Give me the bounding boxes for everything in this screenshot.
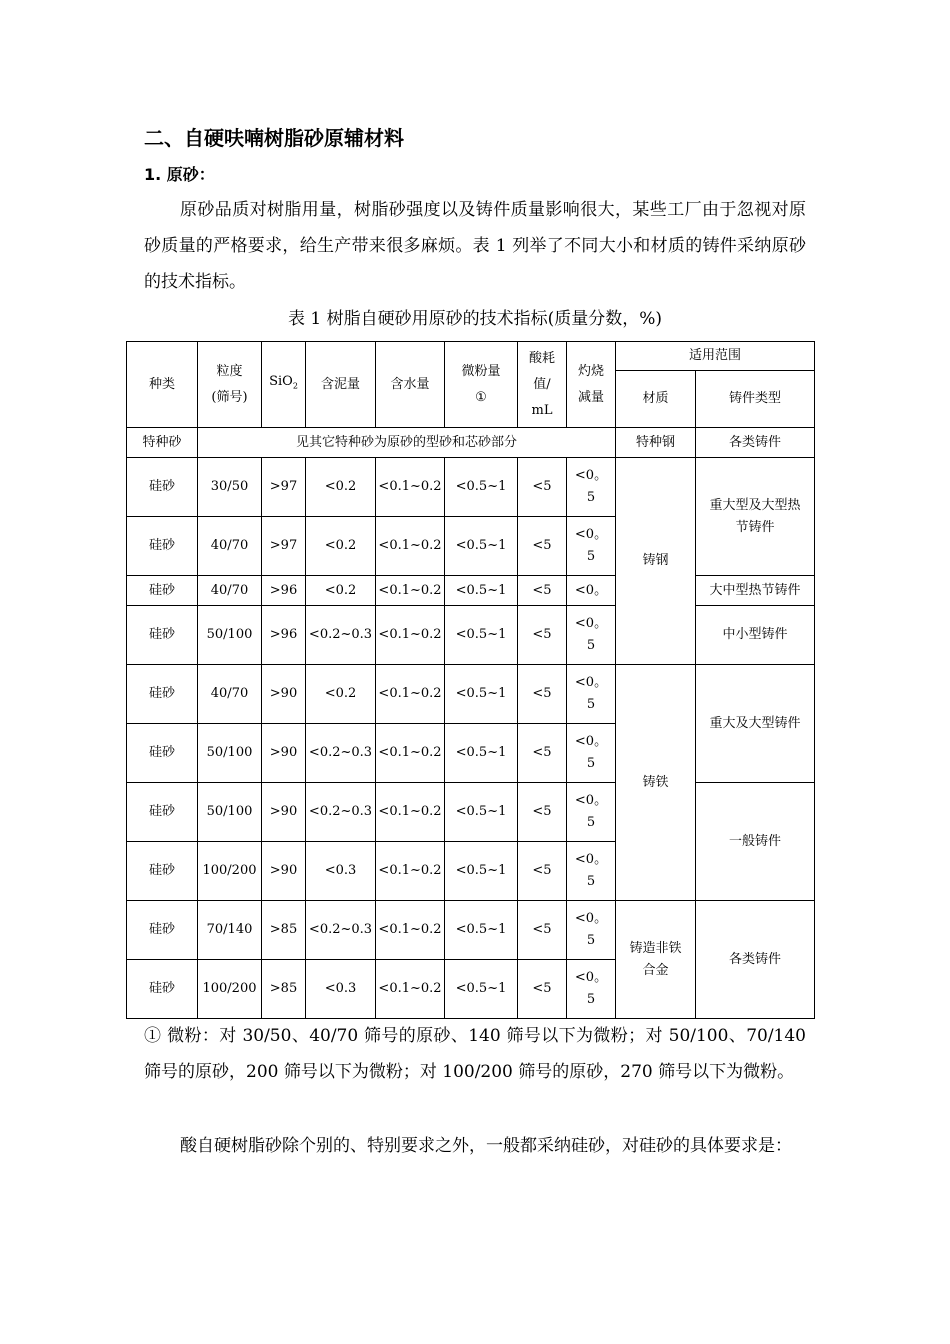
cell-acid: <5 <box>518 842 567 901</box>
table-row <box>127 458 815 517</box>
special-kind: 特种砂 <box>127 428 198 458</box>
cell-kind: 硅砂 <box>127 606 198 665</box>
table-caption: 表 1 树脂自硬砂用原砂的技术指标(质量分数，%) <box>287 309 663 329</box>
cell-water: <0.1~0.2 <box>376 960 445 1019</box>
cell-sio2: >90 <box>262 724 306 783</box>
table-row <box>127 576 815 606</box>
header-material: 材质 <box>616 371 696 428</box>
cell-kind: 硅砂 <box>127 783 198 842</box>
cell-sio2: >97 <box>262 458 306 517</box>
cell-acid: <5 <box>518 665 567 724</box>
table-row <box>127 783 815 842</box>
cell-grain: 100/200 <box>198 960 262 1019</box>
header-kind: 种类 <box>127 342 198 428</box>
header-casting-type: 铸件类型 <box>696 371 815 428</box>
cell-mud: <0.3 <box>306 842 376 901</box>
cell-sio2: >96 <box>262 606 306 665</box>
cell-mud: <0.2~0.3 <box>306 783 376 842</box>
cell-acid: <5 <box>518 783 567 842</box>
cell-mud: <0.2 <box>306 517 376 576</box>
cell-grain: 50/100 <box>198 724 262 783</box>
cell-grain: 50/100 <box>198 783 262 842</box>
table-row <box>127 901 815 960</box>
cell-water: <0.1~0.2 <box>376 724 445 783</box>
cell-water: <0.1~0.2 <box>376 576 445 606</box>
cell-loi: <0。 5 <box>567 901 616 960</box>
header-sio2: SiO$_2$ <box>262 342 306 428</box>
cell-sio2: >90 <box>262 665 306 724</box>
cell-grain: 50/100 <box>198 606 262 665</box>
cell-loi: <0。 <box>567 576 616 606</box>
subsection-heading: 1. 原砂： <box>144 165 215 184</box>
casting-all: 各类铸件 <box>696 901 815 1019</box>
cell-kind: 硅砂 <box>127 517 198 576</box>
cell-loi: <0。 5 <box>567 960 616 1019</box>
cell-loi: <0。 5 <box>567 842 616 901</box>
cell-mud: <0.2~0.3 <box>306 606 376 665</box>
special-note: 见其它特种砂为原砂的型砂和芯砂部分 <box>198 428 616 458</box>
header-mud: 含泥量 <box>306 342 376 428</box>
cell-sio2: >85 <box>262 960 306 1019</box>
header-loi: 灼烧 减量 <box>567 342 616 428</box>
cell-water: <0.1~0.2 <box>376 517 445 576</box>
cell-mud: <0.2 <box>306 665 376 724</box>
cell-loi: <0。 5 <box>567 724 616 783</box>
cell-fines: <0.5~1 <box>445 665 518 724</box>
cell-kind: 硅砂 <box>127 960 198 1019</box>
cell-sio2: >96 <box>262 576 306 606</box>
intro-paragraph: 原砂品质对树脂用量，树脂砂强度以及铸件质量影响很大，某些工厂由于忽视对原砂质量的严格要求，给生产带来很多麻烦。表 1 列举了不同大小和材质的铸件采纳原砂的技术指标。 <box>144 200 806 292</box>
cell-grain: 40/70 <box>198 576 262 606</box>
cell-fines: <0.5~1 <box>445 901 518 960</box>
cell-grain: 40/70 <box>198 665 262 724</box>
cell-loi: <0。 5 <box>567 517 616 576</box>
cell-mud: <0.3 <box>306 960 376 1019</box>
cell-fines: <0.5~1 <box>445 960 518 1019</box>
cell-water: <0.1~0.2 <box>376 901 445 960</box>
cell-fines: <0.5~1 <box>445 724 518 783</box>
table-row <box>127 606 815 665</box>
cell-loi: <0。 5 <box>567 665 616 724</box>
cell-water: <0.1~0.2 <box>376 842 445 901</box>
special-material: 特种钢 <box>616 428 696 458</box>
cell-sio2: >90 <box>262 783 306 842</box>
cell-kind: 硅砂 <box>127 901 198 960</box>
cell-mud: <0.2~0.3 <box>306 724 376 783</box>
material-iron: 铸铁 <box>616 665 696 901</box>
cell-kind: 硅砂 <box>127 665 198 724</box>
cell-kind: 硅砂 <box>127 458 198 517</box>
cell-fines: <0.5~1 <box>445 458 518 517</box>
cell-loi: <0。 5 <box>567 606 616 665</box>
cell-acid: <5 <box>518 458 567 517</box>
header-grain: 粒度 (筛号) <box>198 342 262 428</box>
closing-paragraph: 酸自硬树脂砂除个别的、特别要求之外，一般都采纳硅砂，对硅砂的具体要求是： <box>180 1136 792 1156</box>
cell-acid: <5 <box>518 960 567 1019</box>
cell-mud: <0.2 <box>306 576 376 606</box>
table-row <box>127 665 815 724</box>
cell-loi: <0。 5 <box>567 783 616 842</box>
cell-fines: <0.5~1 <box>445 576 518 606</box>
cell-water: <0.1~0.2 <box>376 665 445 724</box>
casting-heavy-hot: 重大型及大型热 节铸件 <box>696 458 815 576</box>
cell-water: <0.1~0.2 <box>376 458 445 517</box>
header-fines: 微粉量 ① <box>445 342 518 428</box>
header-row <box>127 342 815 371</box>
header-applicable: 适用范围 <box>616 342 815 371</box>
cell-grain: 30/50 <box>198 458 262 517</box>
cell-kind: 硅砂 <box>127 724 198 783</box>
cell-acid: <5 <box>518 724 567 783</box>
cell-acid: <5 <box>518 517 567 576</box>
table-footnote: ① 微粉：对 30/50、40/70 筛号的原砂、140 筛号以下为微粉；对 50/100、70/140 筛号的原砂，200 筛号以下为微粉；对 100/200 筛号的原砂，270 筛号以下为微粉。 <box>144 1026 806 1082</box>
cell-water: <0.1~0.2 <box>376 783 445 842</box>
cell-loi: <0。 5 <box>567 458 616 517</box>
cell-mud: <0.2~0.3 <box>306 901 376 960</box>
cell-grain: 70/140 <box>198 901 262 960</box>
cell-grain: 40/70 <box>198 517 262 576</box>
cell-water: <0.1~0.2 <box>376 606 445 665</box>
cell-sio2: >85 <box>262 901 306 960</box>
section-heading: 二、自硬呋喃树脂砂原辅材料 <box>144 126 404 150</box>
cell-mud: <0.2 <box>306 458 376 517</box>
cell-sio2: >97 <box>262 517 306 576</box>
special-casting-type: 各类铸件 <box>696 428 815 458</box>
sand-spec-table <box>126 341 815 1019</box>
material-steel: 铸钢 <box>616 458 696 665</box>
casting-small: 中小型铸件 <box>696 606 815 665</box>
cell-fines: <0.5~1 <box>445 783 518 842</box>
cell-acid: <5 <box>518 576 567 606</box>
cell-fines: <0.5~1 <box>445 517 518 576</box>
header-water: 含水量 <box>376 342 445 428</box>
casting-general: 一般铸件 <box>696 783 815 901</box>
cell-kind: 硅砂 <box>127 576 198 606</box>
cell-acid: <5 <box>518 606 567 665</box>
cell-fines: <0.5~1 <box>445 842 518 901</box>
cell-grain: 100/200 <box>198 842 262 901</box>
cell-kind: 硅砂 <box>127 842 198 901</box>
header-acid: 酸耗 值/ mL <box>518 342 567 428</box>
casting-medium-hot: 大中型热节铸件 <box>696 576 815 606</box>
cell-acid: <5 <box>518 901 567 960</box>
casting-heavy: 重大及大型铸件 <box>696 665 815 783</box>
cell-sio2: >90 <box>262 842 306 901</box>
material-nonferrous: 铸造非铁 合金 <box>616 901 696 1019</box>
cell-fines: <0.5~1 <box>445 606 518 665</box>
special-sand-row <box>127 428 815 458</box>
